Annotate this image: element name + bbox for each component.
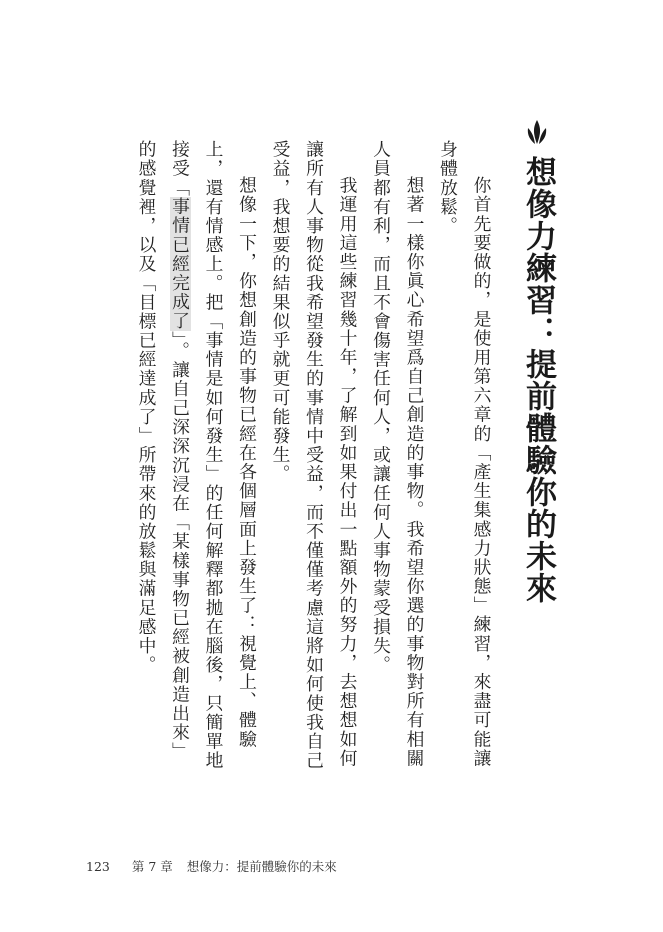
paragraph-3: 我運用這些練習幾十年，了解到如果付出一點額外的努力，去想想如何讓所有人事物從我希望發生的事情中受益，而不僅僅考慮這將如何使我自己受益，我想要的結果似乎就更可能發生。 bbox=[270, 140, 358, 770]
flame-leaf-ornament-icon bbox=[522, 118, 552, 148]
body-text bbox=[78, 140, 498, 780]
highlighted-phrase: 事情已經完成了 bbox=[169, 197, 191, 331]
section-heading bbox=[510, 118, 566, 604]
page-number: 123 bbox=[86, 859, 110, 874]
page-footer bbox=[86, 857, 337, 875]
paragraph-4 bbox=[130, 140, 264, 780]
paragraph-4-part-1: 想像一下，你想創造的事物已經在各個層面上發生了：視覺上、體驗上，還有情感上。把「事情是如何發生」的任何解釋都拋在腦後，只簡單地接受「 bbox=[169, 140, 258, 770]
paragraph-4-part-2: 」。讓自己深深沉浸在「某樣事物已經被創造出來」的感覺裡，以及「目標已經達成了」所帶來的放鬆與滿足感中。 bbox=[136, 140, 191, 762]
chapter-label: 第 7 章 bbox=[131, 859, 173, 874]
section-title: 想像力練習：提前體驗你的未來 bbox=[520, 156, 556, 604]
paragraph-2: 想著一樣你眞心希望爲自己創造的事物。我希望你選的事物對所有相關人員都有利，而且不會傷害任何人，或讓任何人事物蒙受損失。 bbox=[370, 140, 425, 768]
paragraph-1: 你首先要做的，是使用第六章的「產生集感力狀態」練習，來盡可能讓身體放鬆。 bbox=[437, 140, 492, 768]
chapter-title: 想像力：提前體驗你的未來 bbox=[186, 859, 337, 874]
